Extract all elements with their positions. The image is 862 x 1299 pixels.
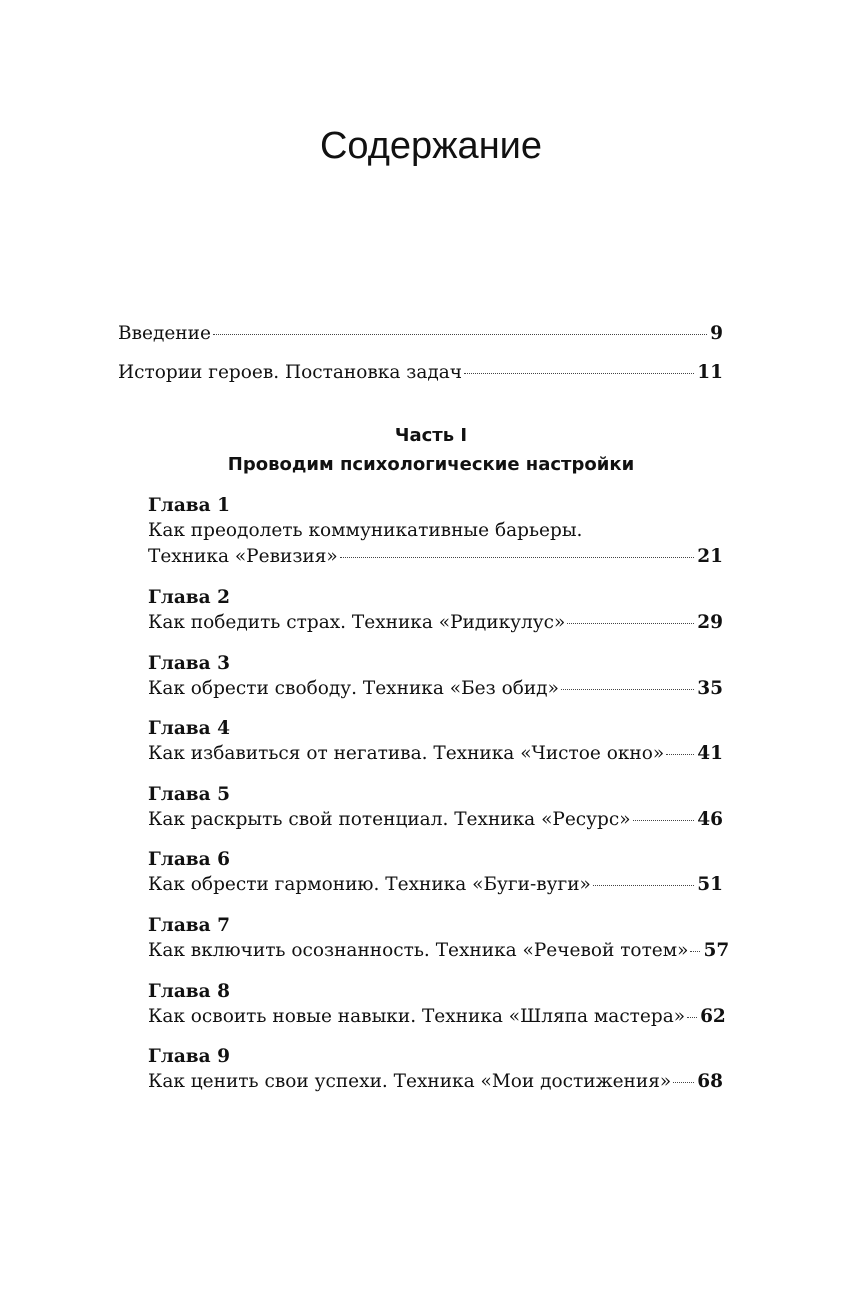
toc-entry-heroes[interactable] (118, 361, 723, 385)
dot-leader (464, 373, 694, 374)
chapter-heading: Глава 3 (148, 653, 230, 674)
toc-entry-text: Как обрести свободу. Техника «Без обид» (148, 678, 559, 699)
toc-page-number: 9 (710, 323, 723, 344)
dot-leader (340, 557, 695, 558)
toc-page-number: 46 (697, 809, 723, 830)
toc-entry-chapter-7[interactable] (148, 939, 730, 963)
toc-entry-chapter-2[interactable] (148, 611, 723, 635)
toc-page-number: 29 (697, 612, 723, 633)
toc-page-number: 57 (703, 940, 730, 961)
toc-page-number: 11 (697, 362, 723, 383)
toc-entry-text: Как обрести гармонию. Техника «Буги-вуги» (148, 874, 591, 895)
part-label: Часть I (394, 425, 468, 446)
toc-page-number: 21 (697, 546, 723, 567)
dot-leader (213, 334, 707, 335)
toc-page-number: 41 (697, 743, 723, 764)
dot-leader (567, 623, 694, 624)
toc-entry-text: Введение (118, 323, 211, 344)
dot-leader (687, 1017, 697, 1018)
chapter-heading: Глава 5 (148, 784, 230, 805)
part-title: Проводим психологические настройки (227, 454, 635, 475)
chapter-heading: Глава 9 (148, 1046, 230, 1067)
toc-entry-text: Как включить осознанность. Техника «Речевой тотем» (148, 940, 689, 961)
toc-entry-text: Как победить страх. Техника «Ридикулус» (148, 612, 566, 633)
page-title: Содержание (319, 125, 543, 167)
toc-entry-chapter-4[interactable] (148, 742, 723, 766)
toc-page-number: 68 (697, 1071, 723, 1092)
dot-leader (561, 689, 694, 690)
toc-entry-text: Как избавиться от негатива. Техника «Чистое окно» (148, 743, 665, 764)
chapter-heading: Глава 7 (148, 915, 230, 936)
toc-entry-text: Как преодолеть коммуникативные барьеры. (148, 520, 583, 541)
toc-entry-text: Истории героев. Постановка задач (118, 362, 463, 383)
chapter-heading: Глава 2 (148, 587, 230, 608)
toc-entry-chapter-9[interactable] (148, 1070, 723, 1094)
toc-entry-text: Как раскрыть свой потенциал. Техника «Ресурс» (148, 809, 631, 830)
chapter-heading: Глава 6 (148, 849, 230, 870)
toc-entry-intro[interactable] (118, 322, 723, 346)
chapter-heading: Глава 8 (148, 981, 230, 1002)
toc-entry-text: Как освоить новые навыки. Техника «Шляпа мастера» (148, 1006, 686, 1027)
dot-leader (673, 1082, 694, 1083)
dot-leader (666, 754, 694, 755)
dot-leader (593, 885, 694, 886)
toc-page-number: 35 (697, 678, 723, 699)
dot-leader (633, 820, 695, 821)
toc-page-number: 62 (700, 1006, 726, 1027)
toc-entry-chapter-6[interactable] (148, 873, 723, 897)
chapter-heading: Глава 4 (148, 718, 230, 739)
toc-entry-chapter-3[interactable] (148, 677, 723, 701)
toc-page-number: 51 (697, 874, 723, 895)
toc-entry-text: Как ценить свои успехи. Техника «Мои достижения» (148, 1071, 672, 1092)
toc-entry-chapter-5[interactable] (148, 808, 723, 832)
toc-entry-chapter-8[interactable] (148, 1005, 726, 1029)
chapter-heading: Глава 1 (148, 495, 230, 516)
toc-entry-chapter-1[interactable] (148, 545, 723, 569)
toc-entry-text: Техника «Ревизия» (148, 546, 338, 567)
dot-leader (690, 951, 700, 952)
